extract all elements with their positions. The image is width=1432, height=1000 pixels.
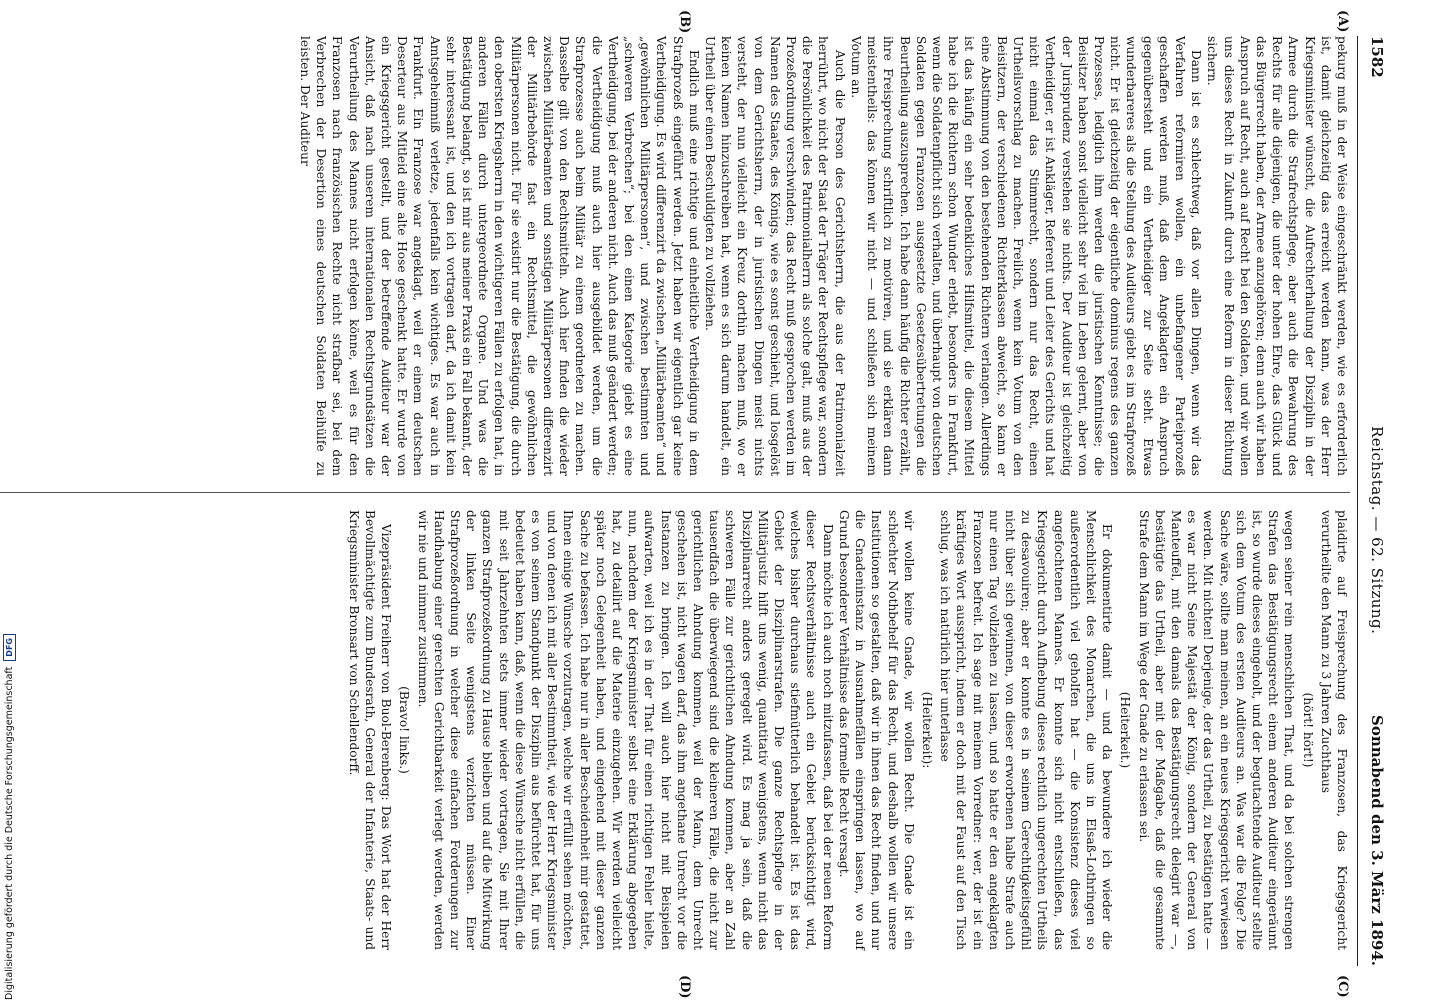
paragraph: wegen seiner rein menschlichen That, und da bei solchen strengen Strafen das Bestätigungsrecht einem anderen Auditeur eingeräumt ist, so wurde dieses eingeholt, und der begutachtende Auditeur stellte sich dem Votum des ersten Auditeurs an. Was war die Folge? Die Sache wäre, sollte man meinen, an ein neues Kriegsgericht verwiesen werden. Mit nichten! Derjenige, der das Urtheil, zu bestätigen hatte — es war nicht Seine Majestät der König, sondern der General von Manteuffel, mit den damals das Bestätigungsrecht delegirt war —, bestätigte das Urtheil, aber mit der Maßgabe, daß die gesammte Strafe dem Mann im Wege der Gnade zu erlassen sei. (1136, 510, 1297, 950)
margin-marker-d: (D) (677, 975, 692, 999)
page-number: 1582 (1368, 36, 1386, 78)
header-date: Sonnabend den 3. März 1894. (1368, 715, 1386, 966)
interjection: (Bravo! links.) (397, 686, 412, 774)
credit-text: Digitalisierung gefördert durch die Deutsche Forschungsgemeinschaft (4, 666, 15, 1000)
speaker-paragraph: Vizepräsident Freiherr von Buol-Berenberg: Das Wort hat der Herr Bevollmächtigte zum Bundesrath, General der Infanterie, Staats- und Kriegsminister Bronsart von Schellendorff. (346, 510, 394, 950)
paragraph: Er dokumentirte damit — und da bewundere ich wieder die Menschlichkeit des Monarchen, die uns in Elsaß-Lothringen so außerordentlich viel geholfen hat — die Konsistenz dieses viel angefochtenen Mannes. Er konnte sich nicht entschließen, das Kriegsgericht durch Aufhebung dieses rechtlich ungerechten Urtheils zu desavouiren; aber er konnte es in seinem Gerechtigkeitsgefühl nicht über sich gewinnen, von dieser erworbenen halbe Strafe auch nur einen Tag vollziehen zu lassen, und so hatte er den angeklagten Franzosen befreit. Ich sage mit meinem Vorredner: wer, der ist ein kräftiges Wort ausspricht, indem er doch mit der Faust auf den Tisch schlug, was ich natürlich hier unterlasse (938, 510, 1115, 950)
header-title: Reichstag. — 62. Sitzung. (1368, 426, 1386, 635)
margin-marker-b: (B) (677, 10, 692, 34)
digitization-credit (2, 0, 18, 1000)
paragraph: pekurg muß in der Weise eingeschränkt werden, wie es erforderlich ist, damit gleichzeitig das erreicht werden kann, was der Herr Kriegsminister wünscht, die Aufrechterhaltung der Disziplin in der Armee durch die Strafrechtspflege, aber auch die Bewahrung des Rechts für alle diejenigen, die unter der hohen Ehre, das Glück und das Bürgerrecht haben, der Armee anzugehören; denn auch wir haben Anspruch auf Recht, auch auf Recht bei den Soldaten, und wir wollen uns dieses Recht in Zukunft durch eine Reform in dieser Richtung sichern. (1205, 36, 1349, 476)
paragraph: Dann ist es schlechtweg, daß vor allen Dingen, wenn wir das Verfahren reformiren wollen, ein unbefangener Parteiprozeß geschaffen werden muß, daß dem Angeklagten ein Anspruch gegenübersteht und ein Vertheidiger zur Seite steht. Etwas wunderbareres als die Stellung des Auditeurs giebt es im Strafprozeß nicht. Er ist gleichzeitig der eigentliche dominus regens des ganzen Prozesses, lediglich ihm werden die juristischen Kenntnisse; die Beisitzer haben sonst vielleicht sehr viel im Leben gelernt, aber von der Jurisprudenz verstehen sie nichts. Der Auditeur ist gleichzeitig Vertheidiger, er ist Ankläger, Referent und Leiter des Gerichts und hat nicht einmal das Stimmrecht, sondern nur das Recht, einen Urtheilsvorschlag zu machen. Freilich, wenn kein Votum von den Beisitzern, der verschiedenen Richterklassen abweicht, so kann er eine Abstimmung von den bestehenden Richtern verlangen. Allerdings ist das häufig ein sehr bedenkliches Hilfsmittel, die diesem Mittel habe ich die Richtern schon Wunder erlebt, besonders in Frankfurt, wenn die Soldatenpflicht sich verhalten, und überhaupt von deutschen Soldaten gegen Franzosen ausgesetzte Gesetzesübertretungen die Beurtheilung auszusprechen. Ich habe dann häufig die Richter erzählt, ihre Freisprechung schriftlich zu motiviren, und sie erklären dann meistentheils: das können wir nicht — und schließen sich meinem Votum an. (848, 36, 1204, 476)
paragraph: Auch die Person des Gerichtsherrn, die aus der Patrimonialzeit herrührt, wo nicht der Staat der Träger der Rechtspflege war, sondern die Persönlichkeit des Patrimonialherrn als solche galt, muß aus der Prozeßordnung verschwinden; das Recht muß gesprochen werden im Namen des Staates, des Königs, wie es sonst geschieht, und losgelöst von dem Gerichtsherrn, der in juristischen Dingen meist nichts versteht, der nun vielleicht ein Kreuz dorthin machen muß, wo er keinen Namen hinzuschreiben hat, wenn es sich darum handelt, ein Urtheil über einen Beschuldigten zu vollziehen. (703, 36, 847, 476)
interjection: (Heiterkeit.) (1118, 691, 1133, 769)
paragraph: plaidirte auf Freisprechung des Franzosen, das Kriegsgericht verurtheilte den Mann zu 3 Jahren Zuchthaus (1318, 510, 1349, 950)
interjection: (hört! hört!) (1300, 692, 1315, 768)
dfg-logo: DFG (3, 634, 16, 661)
column-divider (0, 492, 1350, 493)
left-column (297, 36, 1350, 476)
paragraph: Endlich muß eine richtige und einheitliche Vertheidigung in dem Strafprozeß eingeführt werden. Jetzt haben wir eigentlich gar keine Vertheidigung. Es wird differenzirt da zwischen „Militärbeamten“ und „gewöhnlichen Militärpersonen“, und zwischen bestimmten und „schweren Verbrechen“; bei den einen Kategorie giebt es eine Vertheidigung, bei der anderen nicht. Auch das muß geändert werden; die Vertheidigung muß auch hier ausgebildet werden, um die Strafprozesse auch beim Militär zu einem geordneten zu machen. Dasselbe gilt von den Rechtsmitteln. Auch hier finden die wieder zwischen Militärbeamten und sonstigen Militärpersonen differenzirt der Militärbehörde fast ein Rechtsmittel, die gewöhnlichen Militärpersonen nicht. Für sie existirt nur die Bestätigung, die durch den obersten Kriegsherrn in den wichtigeren Fällen zu erfolgen hat, in anderen Fällen durch untergeordnete Organe. Und was die Bestätigung belangt, so ist mir aus meiner Praxis ein Fall bekannt, der sehr interessant ist, und den ich vortragen darf, da ich damit kein Amtsgeheimniß verletze, jedenfalls kein wichtiges. Es war auch in Frankfurt. Ein Franzose war angeklagt, weil er einem deutschen Deserteur aus Mitleid eine alte Hose geschenkt hatte. Er wurde von ein Kriegsgericht gestellt, und der betreffende Auditeur war der Ansicht, daß nach unserem internationalen Rechtsgrundsätzen die Verurtheilung des Mannes nicht erfolgen könne, weil es für den Franzosen nach französischen Rechte nicht strafbar sei, bei dem Verbrechen der Desertion eines deutschen Soldaten Beihülfe zu leisten. Der Auditeur (298, 36, 701, 476)
paragraph: Dann möchte ich auch noch mitzufassen, daß bei der neuen Reform dieser Rechtsverhältnisse auch ein Gebiet berücksichtigt wird, welches bisher durchaus stiefmütterlich behandelt ist. Es ist das Gebiet der Disziplinarstrafen. Die ganze Rechtspflege in der Militärjustiz hilft uns wenig, quantitativ wenigstens, wenn nicht das Disziplinarrecht anders geregelt wird. Es mag ja sein, daß die schweren Fälle zur gerichtlichen Ahndung kommen, aber an Zahl tausendfach die überwiegend sind die kleineren Fälle, die nicht zur gerichtlichen Ahndung kommen, weil der Mann, dem Unrecht geschehen ist, nicht wagen darf, das ihm angethane Unrecht vor die Instanzen zu bringen. Ich will auch hier nicht mit Beispielen aufwarten, weil ich es in der That für einen richtigen Fehler hielte, nun, nachdem der Kriegsminister selbst eine Erklärung abgegeben hat, zu detailirt auf die Materie einzugehen. Wir werden vielleicht später noch Gelegenheit haben, und eingehend mit dieser ganzen Sache zu befassen. Ich habe nur in aller Bescheidenheit mir gestattet, Ihnen einige Wünsche vorzutragen, welche wir erfüllt sehen möchten, und von denen ich mit aller Bestimmtheit, wie der Herr Kriegsminister es von seinem Standpunkt der Disziplin aus befürchtet hat, für uns bedeutet haben kann, daß, wenn die diese Wünsche nicht erfüllen, die mit seit Jahrzehnten stets immer wieder vortragen, Sie mit Ihrer ganzen Strafprozeßordnung zu Hause bleiben und auf die Mitwirkung der linken Seite wenigstens verzichten müssen. Einer Strafprozeßordnung in welcher diese einfachen Forderungen zur Handhabung einer gerechten Gerichtbarkeit verlegt werden, werden wir nie und nimmer zustimmen. (415, 510, 835, 950)
right-column (346, 510, 1350, 950)
header-rule (1357, 36, 1358, 966)
margin-marker-c: (C) (1335, 975, 1350, 998)
running-header (1362, 36, 1386, 966)
interjection: (Heiterkeit): (919, 691, 934, 769)
margin-marker-a: (A) (1335, 10, 1350, 33)
paragraph: wir wollen keine Gnade, wir wollen Recht. Die Gnade ist ein schlechter Nothbehelf für das Recht, und deshalb wollen wir unsere Institutionen so gestalten, daß wir in ihnen das Recht finden, und nur die Gnadeninstanz in Ausnahmefällen einspringen lassen, wo auf Grund besonderer Verhältnisse das formelle Recht versagt. (836, 510, 916, 950)
